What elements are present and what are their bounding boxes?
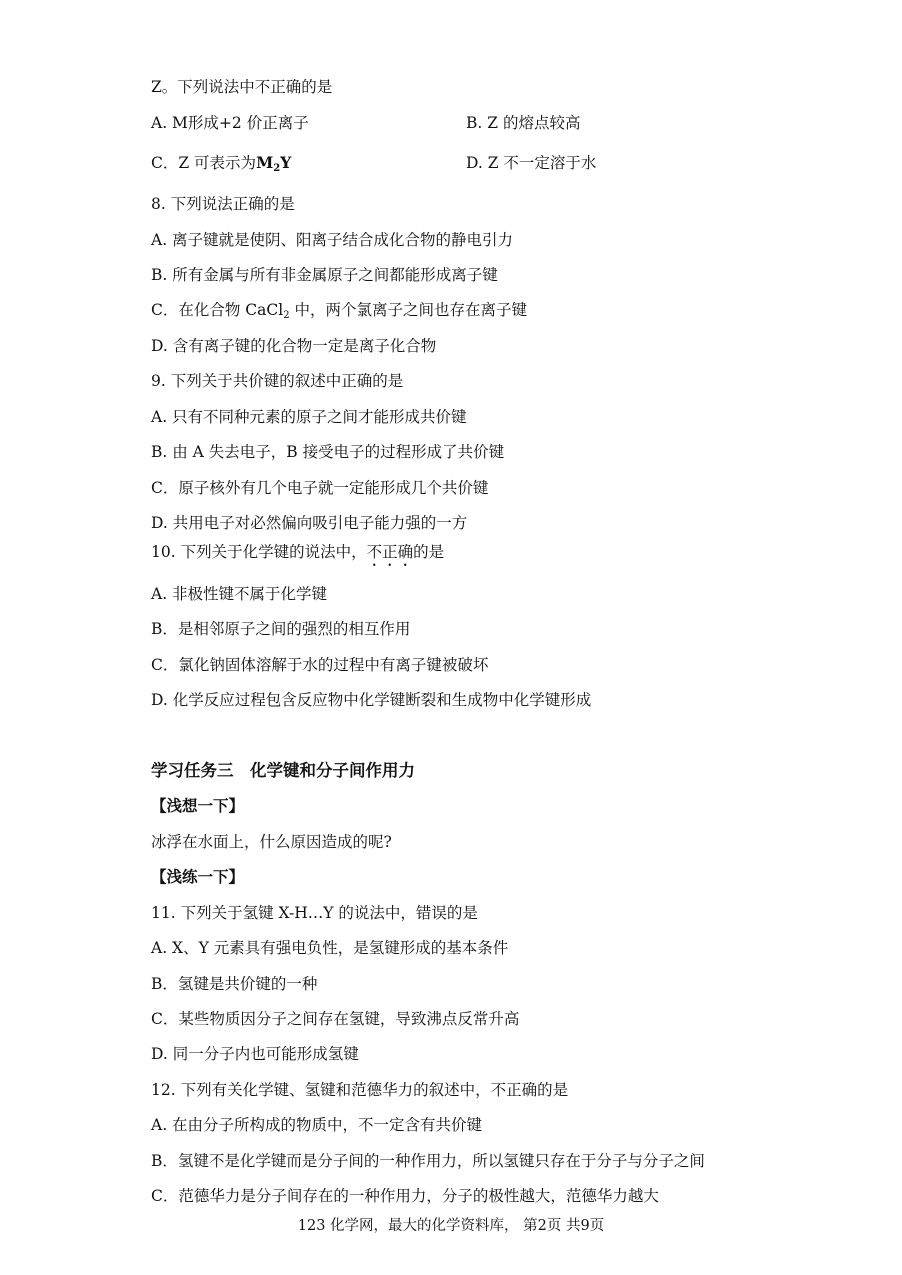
q7-option-c-label: C．Z 可表示为 (151, 154, 257, 172)
q9-option-b: B. 由 A 失去电子，B 接受电子的过程形成了共价键 (151, 443, 505, 461)
q7-formula-y: Y (280, 153, 292, 172)
q11-option-a: A. X、Y 元素具有强电负性，是氢键形成的基本条件 (151, 939, 509, 957)
q7-option-c (151, 152, 291, 174)
q12-stem: 12. 下列有关化学键、氢键和范德华力的叙述中，不正确的是 (151, 1081, 569, 1099)
q7-option-b: B. Z 的熔点较高 (466, 114, 581, 132)
q7-stem: Z。下列说法中不正确的是 (151, 78, 333, 96)
q8-option-c-suffix: 中，两个氯离子之间也存在离子键 (289, 301, 528, 319)
q10-stem-suffix: 的是 (413, 543, 445, 561)
q8-stem: 8. 下列说法正确的是 (151, 195, 295, 213)
q8-option-b: B. 所有金属与所有非金属原子之间都能形成离子键 (151, 266, 498, 284)
q7-option-d: D. Z 不一定溶于水 (466, 154, 597, 172)
q10-stem-prefix: 10. 下列关于化学键的说法中， (151, 543, 367, 561)
practice-heading: 【浅练一下】 (151, 867, 245, 886)
q11-option-c: C．某些物质因分子之间存在氢键，导致沸点反常升高 (151, 1010, 520, 1028)
page-footer: 123 化学网，最大的化学资料库， 第2页 共9页 (297, 1218, 605, 1234)
q8-option-c-prefix: C．在化合物 CaCl (151, 301, 284, 319)
q8-option-c (151, 299, 527, 321)
q10-option-c: C．氯化钠固体溶解于水的过程中有离子键被破坏 (151, 656, 489, 674)
q11-stem: 11. 下列关于氢键 X-H…Y 的说法中，错误的是 (151, 904, 478, 922)
q8-option-a: A. 离子键就是使阴、阳离子结合成化合物的静电引力 (151, 231, 514, 249)
q10-option-b: B．是相邻原子之间的强烈的相互作用 (151, 620, 411, 638)
q10-stem (151, 541, 444, 570)
q9-option-a: A. 只有不同种元素的原子之间才能形成共价键 (151, 408, 467, 426)
think-text: 冰浮在水面上，什么原因造成的呢? (151, 833, 392, 851)
q7-formula-m: M (256, 153, 274, 172)
q10-option-d: D. 化学反应过程包含反应物中化学键断裂和生成物中化学键形成 (151, 691, 592, 709)
q10-stem-emphasis: 不正确 (366, 543, 414, 561)
q9-option-d: D. 共用电子对必然偏向吸引电子能力强的一方 (151, 514, 468, 532)
q8-option-c-sub: 2 (283, 310, 290, 321)
q12-option-c: C．范德华力是分子间存在的一种作用力，分子的极性越大，范德华力越大 (151, 1187, 659, 1205)
q7-option-a: A. M形成+2 价正离子 (151, 114, 309, 132)
q9-stem: 9. 下列关于共价键的叙述中正确的是 (151, 372, 404, 390)
q10-option-a: A. 非极性键不属于化学键 (151, 585, 328, 603)
section-title: 学习任务三 化学键和分子间作用力 (151, 761, 415, 780)
think-heading: 【浅想一下】 (151, 796, 245, 815)
q12-option-b: B．氢键不是化学键而是分子间的一种作用力，所以氢键只存在于分子与分子之间 (151, 1152, 705, 1170)
q7-formula-sub: 2 (273, 163, 281, 174)
q11-option-b: B．氢键是共价键的一种 (151, 975, 318, 993)
q12-option-a: A. 在由分子所构成的物质中，不一定含有共价键 (151, 1116, 483, 1134)
q9-option-c: C．原子核外有几个电子就一定能形成几个共价键 (151, 479, 489, 497)
q11-option-d: D. 同一分子内也可能形成氢键 (151, 1045, 359, 1063)
q8-option-d: D. 含有离子键的化合物一定是离子化合物 (151, 337, 437, 355)
